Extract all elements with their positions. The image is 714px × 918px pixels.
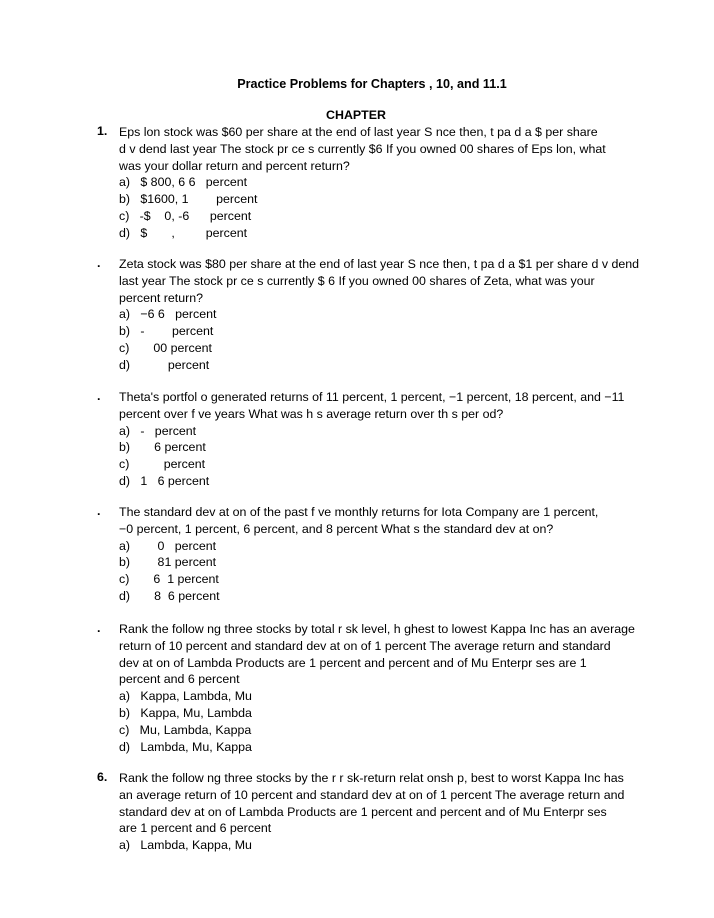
- answer-option: c) Mu, Lambda, Kappa: [119, 722, 252, 737]
- question-body: [119, 389, 659, 490]
- answer-option: b) 81 percent: [119, 555, 217, 570]
- answer-option: c) -$ 0, -6 percent: [119, 208, 252, 223]
- question-text-line: an average return of 10 percent and standard dev at on of 1 percent The average return and: [119, 787, 625, 802]
- question-body: [119, 621, 659, 755]
- answer-option: a) −6 6 percent: [119, 307, 217, 322]
- question-number: .: [97, 621, 101, 635]
- answer-option: a) - percent: [119, 423, 197, 438]
- question-text-line: d v dend last year The stock pr ce s currently $6 If you owned 00 shares of Eps lon, what: [119, 141, 606, 156]
- question-number: .: [97, 389, 101, 403]
- answer-option: a) Kappa, Lambda, Mu: [119, 689, 252, 704]
- question-number: 6.: [97, 770, 108, 784]
- question-text-line: dev at on of Lambda Products are 1 percent and percent and of Mu Enterpr ses are 1: [119, 655, 587, 670]
- question-text-line: Rank the follow ng three stocks by the r r sk-return relat onsh p, best to worst Kappa Inc has: [119, 771, 624, 785]
- answer-options: [119, 423, 659, 490]
- question-body: [119, 504, 659, 605]
- question-text-line: The standard dev at on of the past f ve monthly returns for Iota Company are 1 percent,: [119, 505, 599, 519]
- question-text-line: −0 percent, 1 percent, 6 percent, and 8 percent What s the standard dev at on?: [119, 521, 554, 536]
- chapter-heading: CHAPTER: [326, 108, 386, 122]
- question-text-line: Rank the follow ng three stocks by total r sk level, h ghest to lowest Kappa Inc has an average: [119, 622, 635, 636]
- answer-option: d) Lambda, Mu, Kappa: [119, 739, 252, 754]
- answer-options: [119, 837, 659, 854]
- answer-option: b) 6 percent: [119, 440, 206, 455]
- answer-options: [119, 538, 659, 605]
- question-text-line: Theta's portfol o generated returns of 11 percent, 1 percent, −1 percent, 18 percent, and −11: [119, 390, 625, 404]
- answer-option: d) percent: [119, 357, 210, 372]
- answer-options: [119, 306, 659, 373]
- answer-option: d) 1 6 percent: [119, 473, 210, 488]
- question-text-line: percent and 6 percent: [119, 672, 240, 687]
- answer-options: [119, 688, 659, 755]
- answer-option: b) Kappa, Mu, Lambda: [119, 705, 252, 720]
- answer-option: d) $ , percent: [119, 225, 248, 240]
- page-title: Practice Problems for Chapters , 10, and 11.1: [237, 77, 507, 91]
- question-number: 1.: [97, 124, 108, 138]
- question-body: [119, 770, 659, 854]
- question-text-line: standard dev at on of Lambda Products are 1 percent and percent and of Mu Enterpr ses: [119, 804, 607, 819]
- answer-option: c) 6 1 percent: [119, 572, 219, 587]
- question-text-line: last year The stock pr ce s currently $ 6 If you owned 00 shares of Zeta, what was your: [119, 273, 595, 288]
- answer-option: c) percent: [119, 457, 206, 472]
- question-text-line: percent over f ve years What was h s average return over th s per od?: [119, 406, 504, 421]
- answer-option: b) $1600, 1 percent: [119, 192, 258, 207]
- answer-option: b) - percent: [119, 324, 214, 339]
- answer-option: a) $ 800, 6 6 percent: [119, 175, 248, 190]
- question-text-line: are 1 percent and 6 percent: [119, 821, 272, 836]
- answer-option: d) 8 6 percent: [119, 588, 220, 603]
- question-text-line: Eps lon stock was $60 per share at the end of last year S nce then, t pa d a $ per share: [119, 125, 598, 139]
- question-text-line: percent return?: [119, 290, 204, 305]
- answer-option: a) 0 percent: [119, 538, 217, 553]
- question-text-line: was your dollar return and percent return?: [119, 158, 350, 173]
- answer-option: a) Lambda, Kappa, Mu: [119, 838, 252, 853]
- answer-option: c) 00 percent: [119, 340, 212, 355]
- answer-options: [119, 174, 659, 241]
- question-number: .: [97, 256, 101, 270]
- question-body: [119, 256, 659, 374]
- question-text-line: return of 10 percent and standard dev at on of 1 percent The average return and standard: [119, 638, 611, 653]
- question-number: .: [97, 504, 101, 518]
- question-text-line: Zeta stock was $80 per share at the end of last year S nce then, t pa d a $1 per share d v dend: [119, 257, 640, 271]
- question-body: [119, 124, 659, 242]
